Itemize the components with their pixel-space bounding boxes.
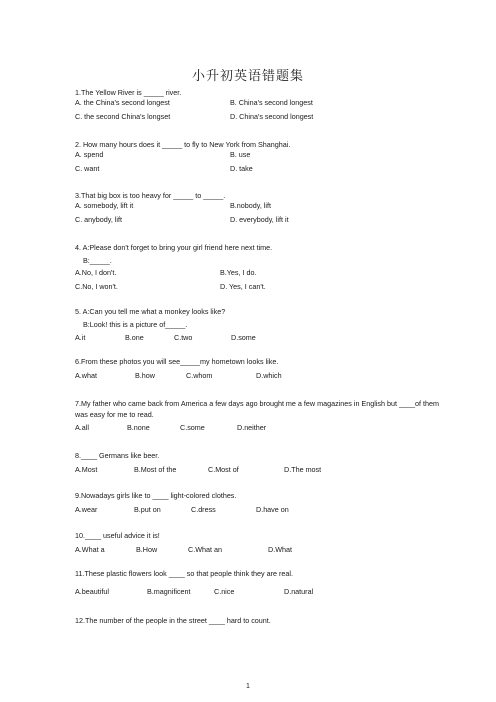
- option-a: A.wear: [75, 505, 98, 514]
- option-a: A.What a: [75, 545, 105, 554]
- options-row: [75, 268, 272, 282]
- page-number: 1: [246, 683, 250, 690]
- option-b: B. use: [230, 150, 251, 159]
- option-b: B.how: [135, 371, 155, 380]
- option-b: B.Yes, I do.: [220, 268, 257, 277]
- options-row: [75, 111, 314, 126]
- options-row: [75, 201, 272, 215]
- option-d: D. everybody, lift it: [230, 214, 289, 224]
- option-b: B.magnificent: [147, 587, 191, 596]
- option-c: C. the second China's longset: [75, 111, 171, 121]
- options-row: [75, 164, 290, 178]
- options-row: [75, 587, 314, 597]
- option-b: B.one: [125, 333, 144, 342]
- option-d: D. China's second longest: [230, 111, 314, 121]
- options-row: [75, 465, 322, 475]
- question-stem: 3.That big box is too heavy for _____ to _____.: [75, 191, 226, 200]
- option-c: C.two: [174, 333, 193, 342]
- option-c: C. want: [75, 163, 100, 173]
- question-stem: 8.____ Germans like beer.: [75, 451, 160, 460]
- question-stem: 7.My father who came back from America a few days ago brought me a few magazines in English but ____of them was easy for me to read.: [75, 399, 439, 419]
- question-dialogue: B:Look! this is a picture of_____.: [83, 320, 188, 329]
- question-stem: 2. How many hours does it _____ to fly to New York from Shanghai.: [75, 140, 291, 149]
- option-c: C.Most of: [208, 465, 239, 474]
- option-b: B.put on: [134, 505, 161, 514]
- question-dialogue: B:_____.: [83, 256, 112, 265]
- option-c: C.No, I won't.: [75, 281, 118, 291]
- question-6: [75, 357, 282, 381]
- option-c: C.nice: [214, 587, 235, 596]
- option-c: C.whom: [186, 371, 213, 380]
- options-row: [75, 505, 289, 515]
- option-d: D.some: [231, 333, 256, 342]
- options-row: [75, 423, 440, 433]
- question-1: [75, 88, 314, 125]
- option-d: D.have on: [256, 505, 289, 514]
- option-c: C.some: [180, 423, 205, 432]
- option-c: C.What an: [188, 545, 222, 554]
- options-row: [75, 150, 290, 164]
- question-10: [75, 531, 292, 555]
- option-c: C.dress: [191, 505, 216, 514]
- option-d: D.What: [268, 545, 292, 554]
- question-11: [75, 569, 314, 597]
- option-a: A. the China's second longest: [75, 98, 170, 107]
- question-9: [75, 491, 289, 515]
- question-stem: 6.From these photos you will see_____my hometown looks like.: [75, 357, 279, 366]
- question-3: [75, 191, 289, 228]
- option-d: D.which: [256, 371, 282, 380]
- option-c: C. anybody, lift: [75, 214, 123, 224]
- question-stem: 1.The Yellow River is _____ river.: [75, 88, 182, 97]
- options-row: [75, 371, 282, 381]
- page-title: 小升初英语错题集: [191, 69, 304, 84]
- question-stem: 4. A:Please don't forget to bring your girl friend here next time.: [75, 243, 273, 252]
- question-4: [75, 243, 272, 295]
- question-stem: 12.The number of the people in the street ____ hard to count.: [75, 616, 271, 625]
- question-7: [75, 398, 440, 433]
- question-stem: 9.Nowadays girls like to ____ light-colored clothes.: [75, 491, 237, 500]
- option-a: A.what: [75, 371, 97, 380]
- question-stem: 11.These plastic flowers look ____ so that people think they are real.: [75, 569, 294, 578]
- question-2: [75, 140, 290, 177]
- option-a: A.No, I don't.: [75, 268, 117, 277]
- option-a: A.beautiful: [75, 587, 109, 596]
- option-d: D.neither: [237, 423, 267, 432]
- question-5: [75, 307, 256, 343]
- option-b: B.nobody, lift: [230, 201, 272, 210]
- question-8: [75, 451, 322, 475]
- options-row: [75, 333, 256, 343]
- option-d: D. Yes, I can't.: [220, 281, 266, 291]
- option-a: A.all: [75, 423, 89, 432]
- option-d: D.natural: [284, 587, 314, 596]
- option-a: A.it: [75, 333, 86, 342]
- option-a: A.Most: [75, 465, 98, 474]
- options-row: [75, 214, 289, 229]
- option-a: A. somebody, lift it: [75, 201, 134, 210]
- option-b: B.none: [127, 423, 150, 432]
- option-d: D.The most: [284, 465, 322, 474]
- options-row: [75, 545, 292, 555]
- option-d: D. take: [230, 163, 253, 173]
- option-b: B. China's second longest: [230, 98, 313, 107]
- option-a: A. spend: [75, 150, 104, 159]
- question-stem: 10.____ useful advice it is!: [75, 531, 160, 540]
- option-b: B.How: [136, 545, 158, 554]
- options-row: [75, 282, 272, 296]
- question-12: [75, 616, 271, 626]
- question-stem: 5. A:Can you tell me what a monkey looks like?: [75, 307, 226, 316]
- option-b: B.Most of the: [134, 465, 177, 474]
- options-row: [75, 98, 313, 112]
